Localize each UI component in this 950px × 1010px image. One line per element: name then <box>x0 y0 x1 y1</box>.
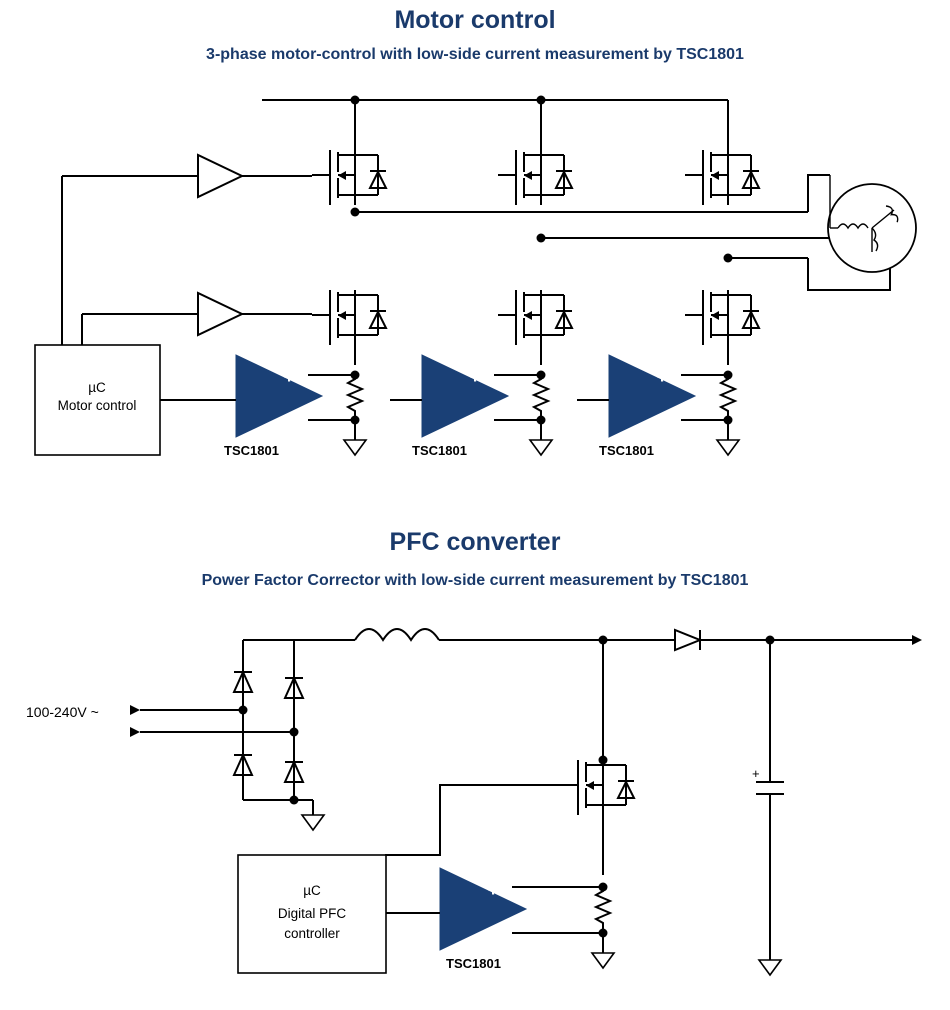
ground-symbol <box>530 440 552 455</box>
capacitor-plus-label: + <box>752 766 760 781</box>
mcu-label-line2: Motor control <box>57 398 137 413</box>
gate-driver-low <box>198 293 312 335</box>
pfc-converter-schematic <box>0 610 950 1010</box>
pfc-mosfet <box>385 640 634 875</box>
ground-symbol <box>759 960 781 975</box>
amplifier-1 <box>160 355 366 458</box>
amp-plus-sign: + <box>469 367 481 388</box>
amp-part-label: TSC1801 <box>599 443 654 458</box>
amp-minus-sign: − <box>487 920 499 941</box>
ground-symbol <box>592 953 614 968</box>
bridge-rectifier <box>234 640 324 830</box>
pfc-mcu-label-line2: Digital PFC <box>277 906 347 921</box>
amplifier-2 <box>390 355 552 458</box>
ac-terminal-1 <box>130 705 140 715</box>
amp-part-label: TSC1801 <box>412 443 467 458</box>
amp-part-label: TSC1801 <box>224 443 279 458</box>
output-terminal <box>912 635 922 645</box>
junction-dot <box>724 254 733 263</box>
junction-dot <box>537 96 546 105</box>
phase-route-1 <box>808 175 830 212</box>
mosfet-low-3 <box>685 290 759 365</box>
pfc-section-title: PFC converter <box>389 528 561 556</box>
gate-driver-high <box>198 155 312 197</box>
pfc-mcu-label-line3: controller <box>284 926 340 941</box>
mcu-label-line1: µC <box>88 380 106 395</box>
amp-minus-sign: − <box>469 407 481 428</box>
amp-minus-sign: − <box>283 407 295 428</box>
boost-diode <box>675 630 920 650</box>
mosfet-high-2 <box>498 150 572 205</box>
pfc-section-subtitle: Power Factor Corrector with low-side current measurement by TSC1801 <box>201 572 749 589</box>
junction-dot <box>537 234 546 243</box>
ground-symbol <box>302 815 324 830</box>
amp-plus-sign: + <box>656 367 668 388</box>
mosfet-low-1 <box>312 290 386 365</box>
ground-symbol <box>717 440 739 455</box>
mosfet-low-2 <box>498 290 572 365</box>
junction-dot <box>351 208 360 217</box>
motor-section-title: Motor control <box>394 6 556 34</box>
output-capacitor <box>752 640 784 975</box>
amp-minus-sign: − <box>656 407 668 428</box>
pfc-amp-part-label: TSC1801 <box>446 956 501 971</box>
pfc-mcu-label-line1: µC <box>303 883 321 898</box>
amp-plus-sign: + <box>487 880 499 901</box>
amp-plus-sign: + <box>283 367 295 388</box>
motor-section-subtitle: 3-phase motor-control with low-side current measurement by TSC1801 <box>206 46 744 63</box>
junction-dot <box>351 96 360 105</box>
mosfet-high-1 <box>312 150 386 205</box>
ac-terminal-2 <box>130 727 140 737</box>
mosfet-high-3 <box>685 150 759 205</box>
ac-input-voltage-label: 100-240V ~ <box>26 704 99 720</box>
pfc-amplifier <box>386 868 614 971</box>
ground-symbol <box>344 440 366 455</box>
amplifier-3 <box>577 355 739 458</box>
inductor <box>355 629 439 640</box>
motor-symbol <box>828 175 916 272</box>
